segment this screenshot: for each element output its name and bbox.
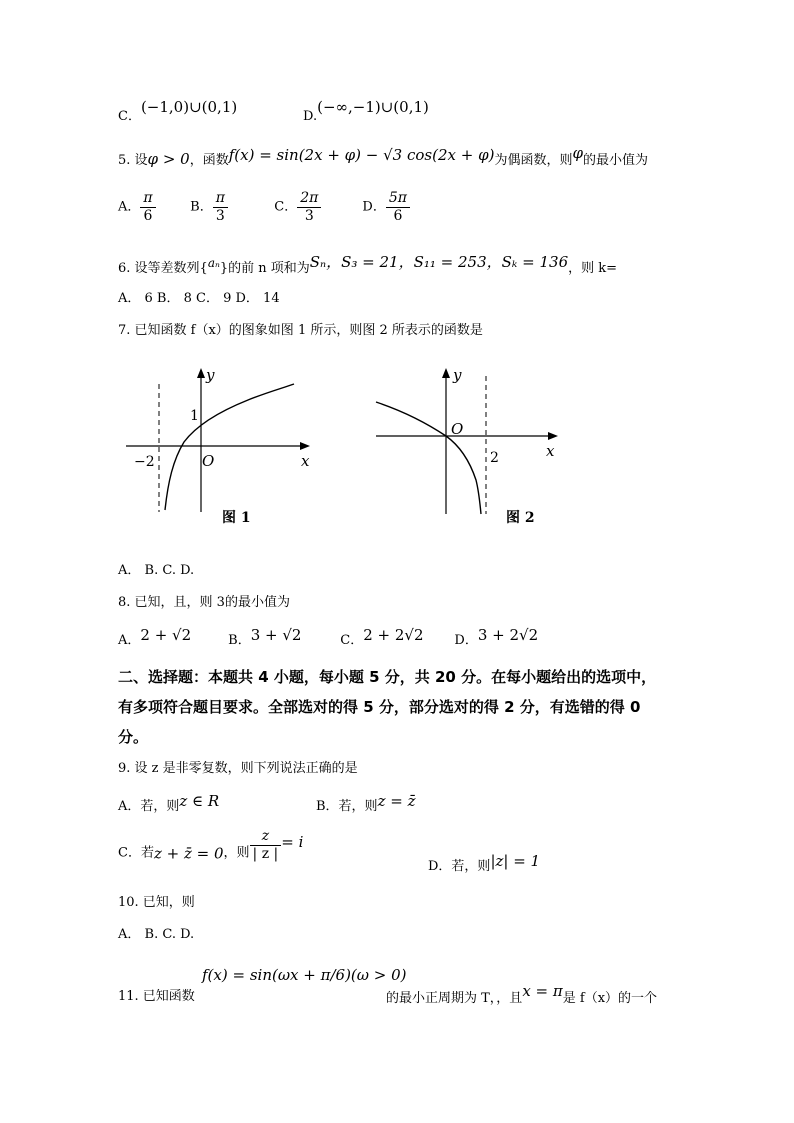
fig1-curve xyxy=(165,384,294,510)
q9-option-a: A．若，则z ∈ R xyxy=(118,792,220,814)
fig2-two-label: 2 xyxy=(490,450,499,466)
fig1-caption: 图 1 xyxy=(222,510,251,526)
q7-options: A． B. C. D. xyxy=(118,563,195,578)
q5-stem: 5. 设φ > 0，函数f(x) = sin(2x + φ) − √3 cos(2x + φ)为偶函数，则φ的最小值为 xyxy=(118,144,648,168)
q10-stem: 10. 已知，则 xyxy=(118,895,195,910)
fig2-caption: 图 2 xyxy=(506,510,535,526)
fig1-origin-label: O xyxy=(202,452,215,470)
fig1-x-arrow xyxy=(300,442,310,450)
q7-stem: 7. 已知函数 f（x）的图象如图 1 所示，则图 2 所表示的函数是 xyxy=(118,323,483,338)
q11-suffix: 的最小正周期为 T，，且x = π是 f（x）的一个 xyxy=(386,982,658,1006)
q9-option-c: C．若z + z̄ = 0，则 $\frac{z}{| z |}$ = i xyxy=(118,828,304,863)
q9-option-d: D．若，则|z| = 1 xyxy=(428,852,541,874)
section-2-line-1: 二、选择题：本题共 4 小题，每小题 5 分，共 20 分。在每小题给出的选项中， xyxy=(118,668,657,686)
fig2-x-label: x xyxy=(546,442,555,460)
fig2-x-arrow xyxy=(548,432,558,440)
fig1-x-label: x xyxy=(301,452,310,470)
q6-options: A． 6 B． 8 C． 9 D． 14 xyxy=(118,291,280,306)
figure-1 xyxy=(118,362,328,532)
q9-stem: 9. 设 z 是非零复数，则下列说法正确的是 xyxy=(118,761,358,776)
fig1-one-label: 1 xyxy=(190,408,199,424)
fig1-y-arrow xyxy=(197,368,205,378)
fig1-neg2-label: −2 xyxy=(134,454,155,470)
fig2-curve xyxy=(376,402,481,514)
q4-option-c: C．(−1,0)∪(0,1) xyxy=(118,98,238,124)
q8-stem: 8. 已知，且，则 3的最小值为 xyxy=(118,595,290,610)
q5-options: A． $\frac{\pi}{6}$ B． $\frac{\pi}{3}$ C． $\frac{2\pi}{3}$ D． $\frac{5\pi}{6}$ xyxy=(118,190,442,234)
section-2-line-3: 分。 xyxy=(118,728,149,746)
q10-options: A． B. C. D. xyxy=(118,927,195,942)
figure-2 xyxy=(370,362,570,532)
fig2-y-arrow xyxy=(442,368,450,378)
fig1-y-label: y xyxy=(206,366,215,384)
fig2-origin-label: O xyxy=(451,420,464,438)
q4-option-d: D.(−∞,−1)∪(0,1) xyxy=(303,98,429,124)
q11-prefix: 11. 已知函数 xyxy=(118,989,195,1004)
q8-options: A．2 + √2 B．3 + √2 C．2 + 2√2 D．3 + 2√2 xyxy=(118,626,539,648)
q11-function: f(x) = sin(ωx + π/6)(ω > 0) xyxy=(202,966,407,984)
fig2-y-label: y xyxy=(453,366,462,384)
section-2-line-2: 有多项符合题目要求。全部选对的得 5 分，部分选对的得 2 分，有选错的得 0 xyxy=(118,698,641,716)
q6-stem: 6. 设等差数列{aₙ}的前 n 项和为Sₙ，S₃ = 21，S₁₁ = 253，Sₖ = 136，则 k= xyxy=(118,253,618,276)
q9-option-b: B．若，则z = z̄ xyxy=(316,792,416,814)
